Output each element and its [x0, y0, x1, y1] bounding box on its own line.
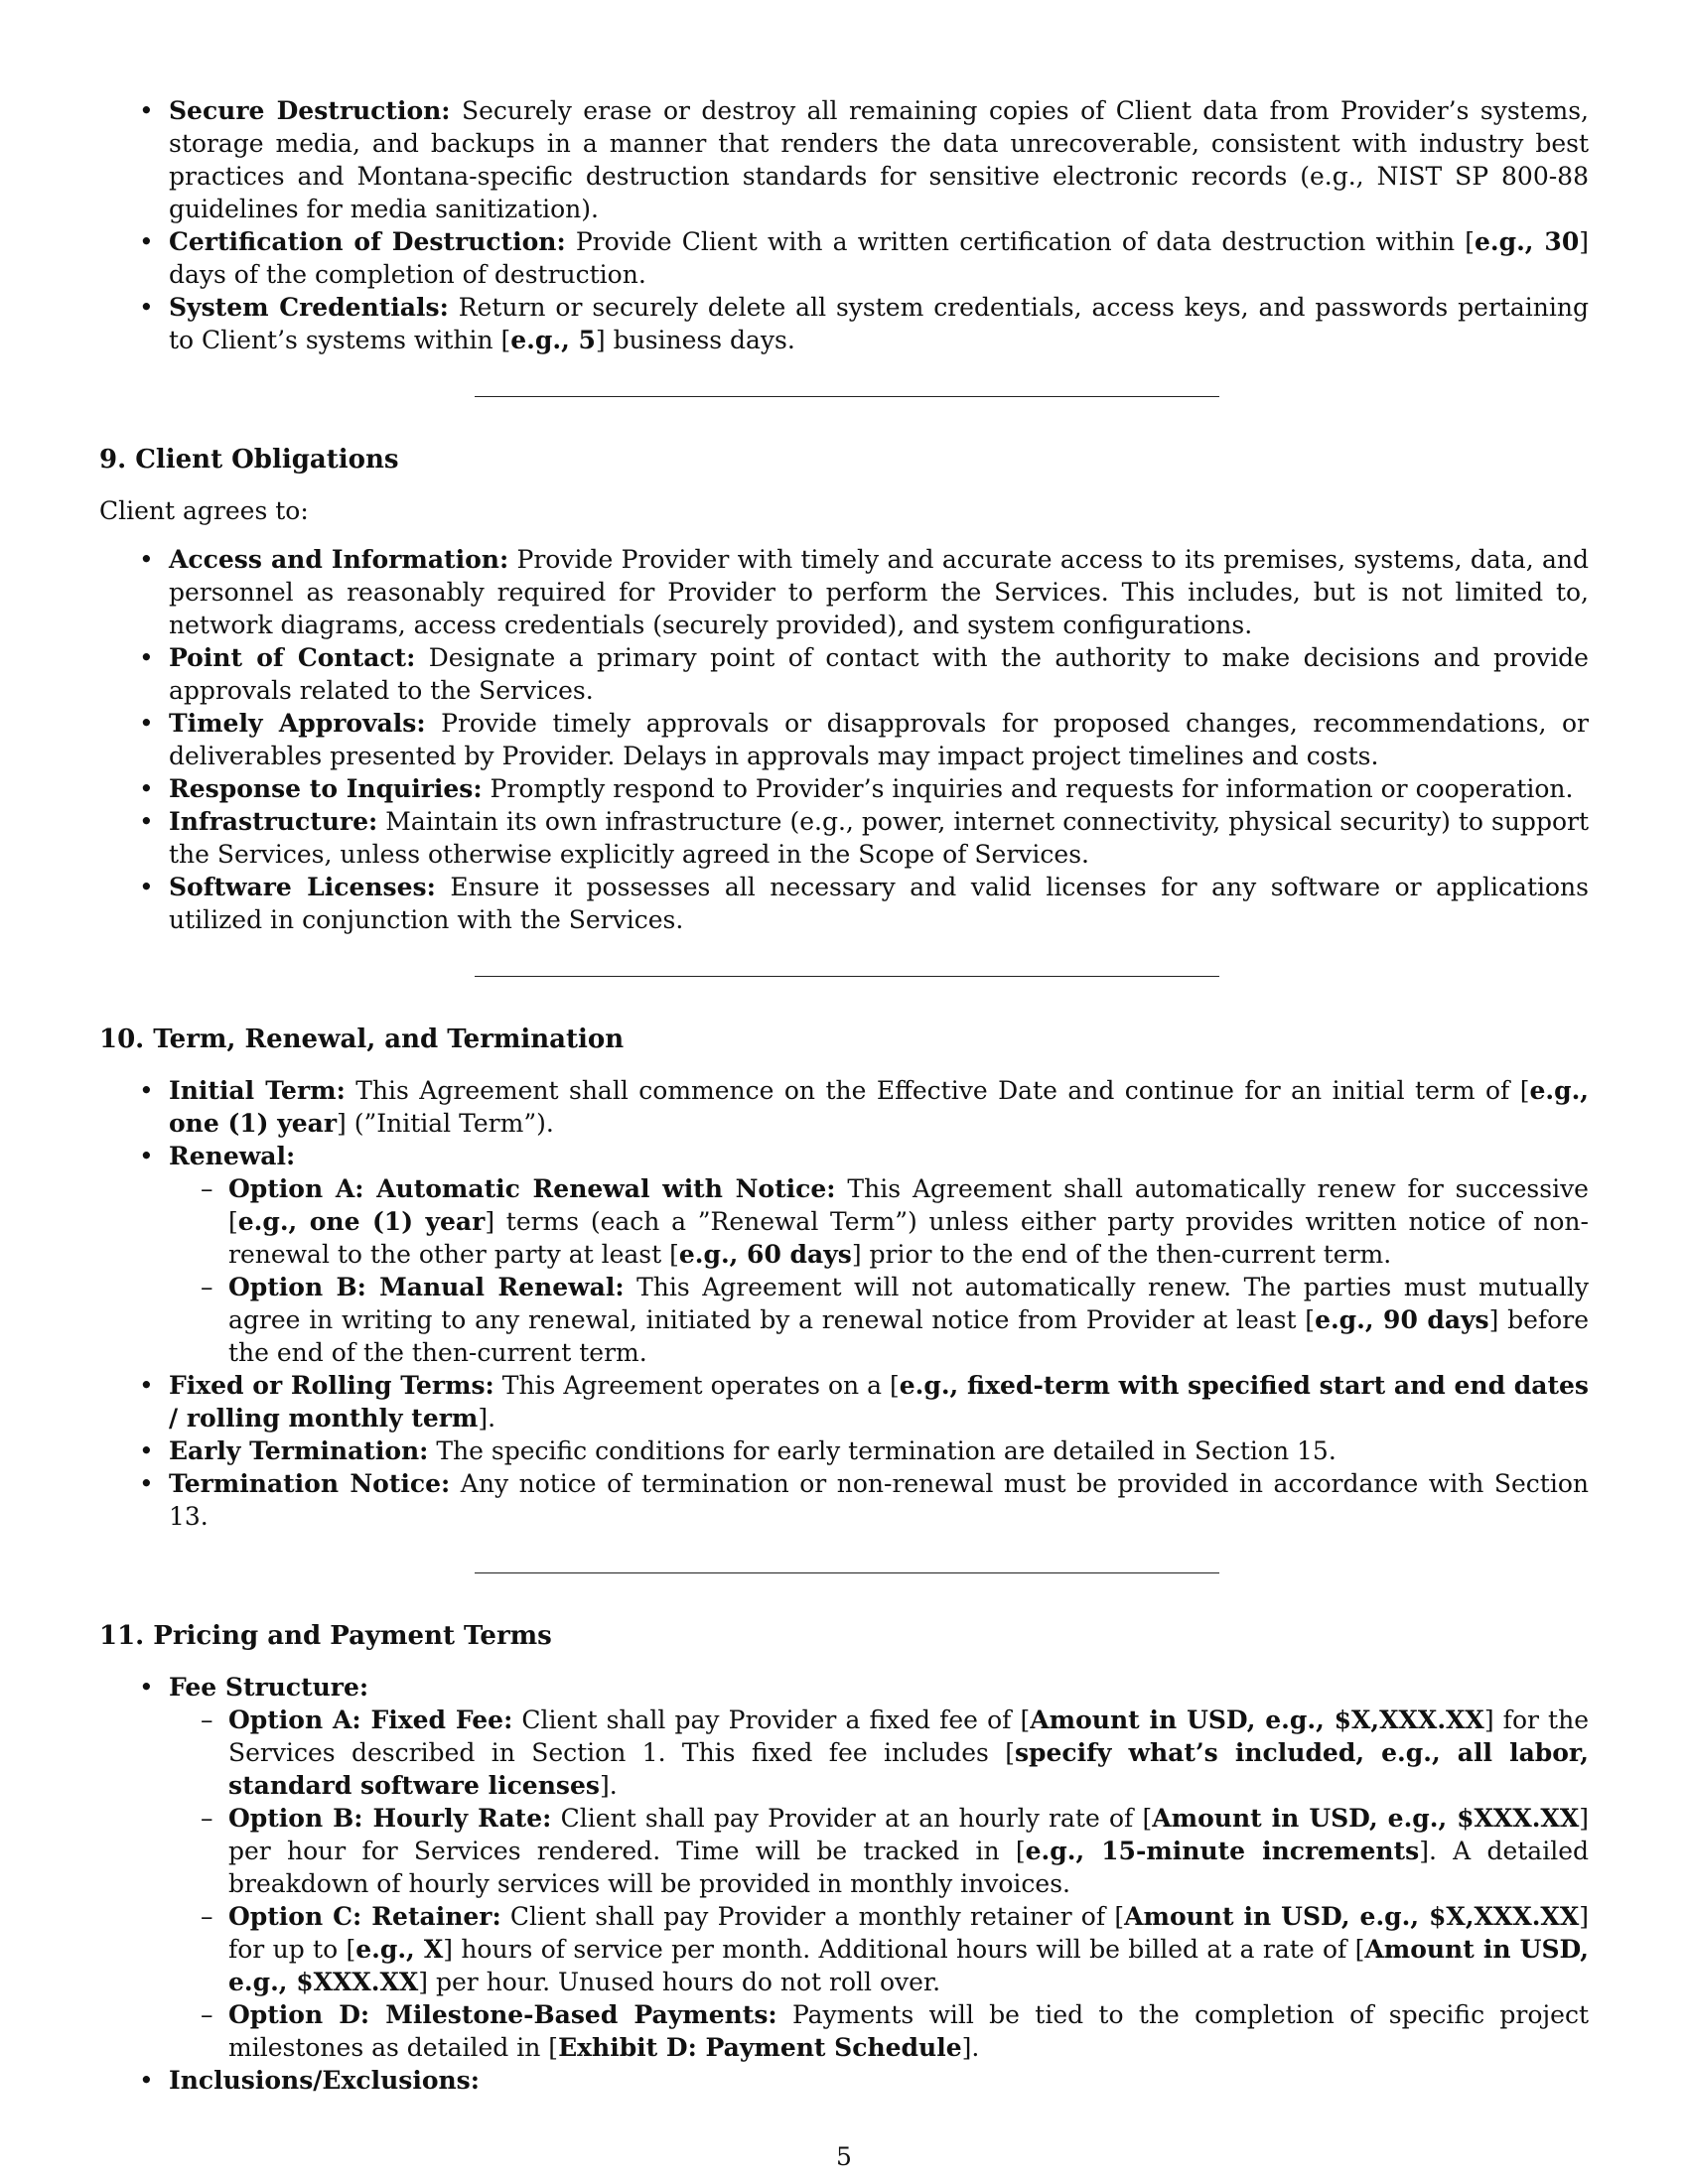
list-item: [99, 291, 1589, 356]
item-text: This Agreement operates on a [: [493, 1371, 900, 1400]
item-label: Option D: Milestone-Based Payments:: [228, 2000, 777, 2029]
section11-list: [99, 1671, 1589, 2097]
item-text: ] per hour for Services rendered. Time will be tracked in [: [228, 1804, 1589, 1865]
item-text: Ensure it possesses all necessary and valid licenses for any software or applications utilized in conjunction with the Services.: [169, 873, 1589, 934]
section-heading: 11. Pricing and Payment Terms: [99, 1621, 552, 1651]
placeholder-value: e.g., one (1) year: [237, 1207, 486, 1236]
item-text: Payments will be tied to the completion of specific project milestones as detailed in [: [228, 2000, 1589, 2062]
item-label: Fee Structure:: [169, 1673, 369, 1702]
list-item: [99, 225, 1589, 291]
item-label: Secure Destruction:: [169, 96, 451, 125]
item-text: Designate a primary point of contact with the authority to make decisions and provide approvals related to the Services.: [169, 643, 1589, 705]
item-text: Any notice of termination or non-renewal must be provided in accordance with Section 13.: [169, 1469, 1589, 1531]
list-item: [99, 1140, 1589, 1369]
section10-list: [99, 1074, 1589, 1533]
section8-list: [99, 94, 1589, 356]
item-text: ].: [961, 2033, 980, 2062]
item-label: Certification of Destruction:: [169, 227, 566, 256]
sub-list-item: [169, 1802, 1589, 1900]
item-text: Client shall pay Provider at an hourly rate of [: [551, 1804, 1153, 1833]
item-text: This Agreement shall automatically renew for successive [: [228, 1174, 1589, 1236]
placeholder-value: e.g., 30: [1475, 227, 1580, 256]
placeholder-value: Amount in USD, e.g., $X,XXX.XX: [1030, 1706, 1484, 1734]
item-text: Client shall pay Provider a fixed fee of [: [512, 1706, 1031, 1734]
list-item: [99, 1434, 1589, 1467]
section9-list: [99, 543, 1589, 936]
placeholder-value: specify what’s included, e.g., all labor, standard software licenses: [228, 1738, 1589, 1800]
item-text: ]. A detailed breakdown of hourly services will be provided in monthly invoices.: [228, 1837, 1589, 1898]
item-label: Software Licenses:: [169, 873, 436, 901]
fee-options: [169, 1704, 1589, 2064]
list-item: [99, 1369, 1589, 1434]
item-text: Maintain its own infrastructure (e.g., power, internet connectivity, physical security) to support the Services, unless otherwise explicitly agreed in the Scope of Services.: [169, 807, 1589, 869]
item-text: ] per hour. Unused hours do not roll over.: [418, 1968, 941, 1996]
list-item: [99, 641, 1589, 707]
placeholder-value: Amount in USD, e.g., $XXX.XX: [1152, 1804, 1580, 1833]
item-text: ] terms (each a ”Renewal Term”) unless either party provides written notice of non-renewal to the other party at least [: [228, 1207, 1589, 1269]
item-text: ] hours of service per month. Additional hours will be billed at a rate of [: [443, 1935, 1365, 1964]
sub-list-item: [169, 1271, 1589, 1369]
list-item: [99, 805, 1589, 871]
item-text: ] before the end of the then-current term.: [228, 1305, 1589, 1367]
item-text: Promptly respond to Provider’s inquiries and requests for information or cooperation.: [482, 774, 1574, 803]
item-text: Provide Provider with timely and accurate access to its premises, systems, data, and personnel as reasonably required for Provider to perform the Services. This includes, but is not limited to, network diagrams, access credentials (securely provided), and system configurations.: [169, 545, 1590, 639]
section-heading: 9. Client Obligations: [99, 445, 399, 475]
placeholder-value: e.g., 5: [510, 326, 596, 354]
section-heading: 10. Term, Renewal, and Termination: [99, 1024, 625, 1054]
list-item: [99, 1671, 1589, 2064]
item-label: Fixed or Rolling Terms:: [169, 1371, 494, 1400]
list-item: [99, 1074, 1589, 1140]
sub-list-item: [169, 1998, 1589, 2064]
placeholder-value: e.g., X: [355, 1935, 444, 1964]
sub-list-item: [169, 1704, 1589, 1802]
section-intro: Client agrees to:: [99, 496, 309, 525]
item-label: Access and Information:: [169, 545, 509, 574]
item-label: System Credentials:: [169, 293, 449, 322]
item-text: This Agreement shall commence on the Effective Date and continue for an initial term of [: [345, 1076, 1530, 1105]
list-item: [99, 543, 1589, 641]
placeholder-value: e.g., 15-minute increments: [1025, 1837, 1420, 1865]
item-label: Inclusions/Exclusions:: [169, 2066, 480, 2095]
placeholder-value: e.g., one (1) year: [169, 1076, 1589, 1138]
item-label: Early Termination:: [169, 1436, 429, 1465]
item-label: Option C: Retainer:: [228, 1902, 501, 1931]
item-label: Option B: Hourly Rate:: [228, 1804, 552, 1833]
item-text: ].: [478, 1404, 496, 1433]
item-text: Return or securely delete all system credentials, access keys, and passwords pertaining to Client’s systems within [: [169, 293, 1589, 354]
item-label: Infrastructure:: [169, 807, 378, 836]
item-text: Provide timely approvals or disapprovals for proposed changes, recommendations, or deliverables presented by Provider. Delays in approvals may impact project timelines and costs.: [169, 709, 1589, 770]
item-text: ] prior to the end of the then-current term.: [851, 1240, 1392, 1269]
item-label: Response to Inquiries:: [169, 774, 483, 803]
renewal-options: [169, 1172, 1589, 1369]
item-text: Securely erase or destroy all remaining copies of Client data from Provider’s systems, storage media, and backups in a manner that renders the data unrecoverable, consistent with industry best practices and Montana-specific destruction standards for sensitive electronic records (e.g., NIST SP 800-88 guidelines for media sanitization).: [169, 96, 1589, 223]
item-text: ].: [599, 1771, 618, 1800]
placeholder-value: Exhibit D: Payment Schedule: [558, 2033, 962, 2062]
item-text: ] (”Initial Term”).: [337, 1109, 554, 1138]
item-label: Option A: Automatic Renewal with Notice:: [228, 1174, 836, 1203]
placeholder-value: Amount in USD, e.g., $XXX.XX: [228, 1935, 1589, 1996]
item-label: Renewal:: [169, 1142, 296, 1170]
item-text: Client shall pay Provider a monthly retainer of [: [500, 1902, 1125, 1931]
placeholder-value: e.g., fixed-term with specified start and end dates / rolling monthly term: [169, 1371, 1589, 1433]
section-divider: [475, 976, 1219, 977]
item-text: This Agreement will not automatically renew. The parties must mutually agree in writing to any renewal, initiated by a renewal notice from Provider at least [: [228, 1273, 1589, 1334]
list-item: [99, 1467, 1589, 1533]
item-text: ] business days.: [595, 326, 795, 354]
sub-list-item: [169, 1900, 1589, 1998]
section-divider: [475, 396, 1219, 397]
list-item: [99, 772, 1589, 805]
page-number: 5: [836, 2142, 852, 2171]
item-text: ] for the Services described in Section 1. This fixed fee includes [: [228, 1706, 1589, 1767]
item-label: Option A: Fixed Fee:: [228, 1706, 513, 1734]
list-item: [99, 707, 1589, 772]
placeholder-value: e.g., 90 days: [1315, 1305, 1489, 1334]
item-label: Initial Term:: [169, 1076, 346, 1105]
item-text: The specific conditions for early termination are detailed in Section 15.: [428, 1436, 1336, 1465]
item-label: Option B: Manual Renewal:: [228, 1273, 625, 1301]
placeholder-value: Amount in USD, e.g., $X,XXX.XX: [1124, 1902, 1580, 1931]
item-text: ] days of the completion of destruction.: [169, 227, 1589, 289]
list-item: [99, 871, 1589, 936]
item-label: Timely Approvals:: [169, 709, 426, 738]
list-item: [99, 94, 1589, 225]
document-page: [99, 94, 1589, 2097]
list-item: [99, 2064, 1589, 2097]
placeholder-value: e.g., 60 days: [678, 1240, 852, 1269]
section-divider: [475, 1572, 1219, 1573]
item-label: Point of Contact:: [169, 643, 416, 672]
item-text: ] for up to [: [228, 1902, 1589, 1964]
sub-list-item: [169, 1172, 1589, 1271]
item-text: Provide Client with a written certification of data destruction within [: [565, 227, 1476, 256]
item-label: Termination Notice:: [169, 1469, 451, 1498]
